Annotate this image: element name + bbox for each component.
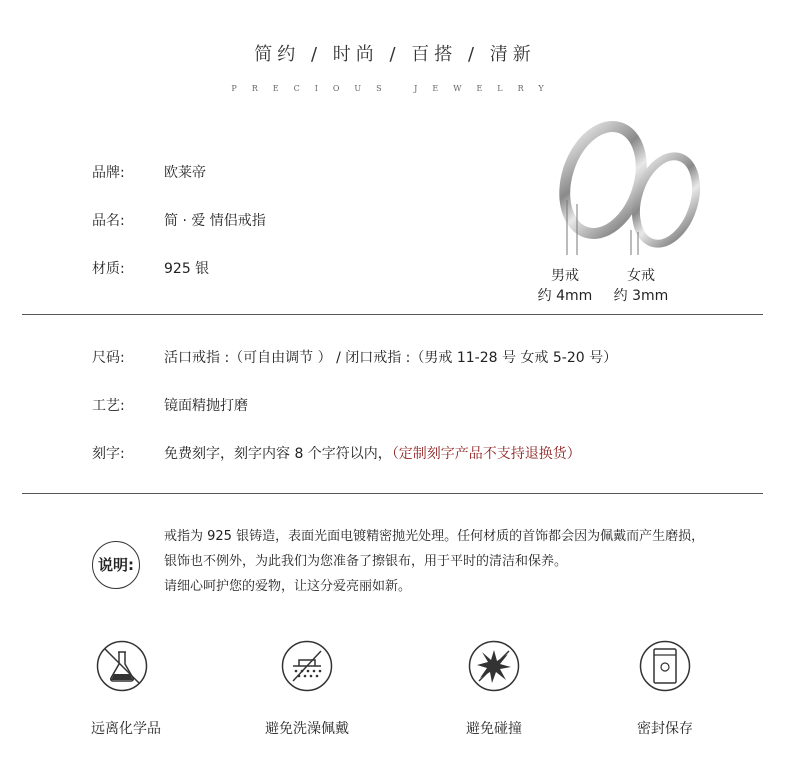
page-title: 简约 / 时尚 / 百搭 / 清新	[254, 44, 536, 65]
brand-value: 欧莱帝	[164, 165, 206, 181]
note-line: 银饰也不例外，为此我们为您准备了擦银布，用于平时的清洁和保养。	[164, 554, 568, 569]
no-chemicals-icon	[96, 640, 148, 692]
no-impact-icon	[468, 640, 520, 692]
note-badge: 说明:	[92, 541, 140, 589]
engraving-text: 免费刻字，刻字内容 8 个字符以内，	[164, 446, 392, 462]
engraving-warning: （定制刻字产品不支持退换货）	[391, 446, 581, 462]
product-name-label: 品名:	[92, 213, 125, 229]
male-ring-name: 男戒	[551, 268, 579, 284]
product-name-value: 简 · 爱 情侣戒指	[164, 213, 266, 229]
divider	[22, 314, 763, 315]
care-label-chemicals: 远离化学品	[91, 721, 161, 737]
note-line: 请细心呵护您的爱物，让这分爱亮丽如新。	[164, 579, 412, 594]
page-subtitle: PRECIOUS JEWELRY	[231, 84, 559, 93]
care-label-shower: 避免洗澡佩戴	[265, 721, 349, 737]
craft-label: 工艺:	[92, 398, 125, 414]
brand-label: 品牌:	[92, 165, 125, 181]
engraving-label: 刻字:	[92, 446, 125, 462]
male-ring-size: 约 4mm	[537, 288, 593, 304]
female-ring-name: 女戒	[627, 268, 655, 284]
care-label-impact: 避免碰撞	[466, 721, 522, 737]
engraving-value	[164, 443, 581, 463]
size-value: 活口戒指 :（可自由调节 ） / 闭口戒指 :（男戒 11-28 号 女戒 5-20 号）	[164, 350, 618, 366]
female-ring-size: 约 3mm	[613, 288, 669, 304]
note-line: 戒指为 925 银铸造，表面光面电镀精密抛光处理。任何材质的首饰都会因为佩戴而产生磨损，	[164, 529, 705, 544]
care-label-sealed: 密封保存	[637, 721, 693, 737]
female-ring-caption	[606, 266, 676, 306]
craft-value: 镜面精抛打磨	[164, 398, 248, 414]
no-shower-icon	[281, 640, 333, 692]
rings-illustration	[530, 120, 730, 260]
material-value: 925 银	[164, 261, 210, 277]
sealed-storage-icon	[639, 640, 691, 692]
size-label: 尺码:	[92, 350, 125, 366]
divider	[22, 493, 763, 494]
male-ring-caption	[530, 266, 600, 306]
material-label: 材质:	[92, 261, 125, 277]
